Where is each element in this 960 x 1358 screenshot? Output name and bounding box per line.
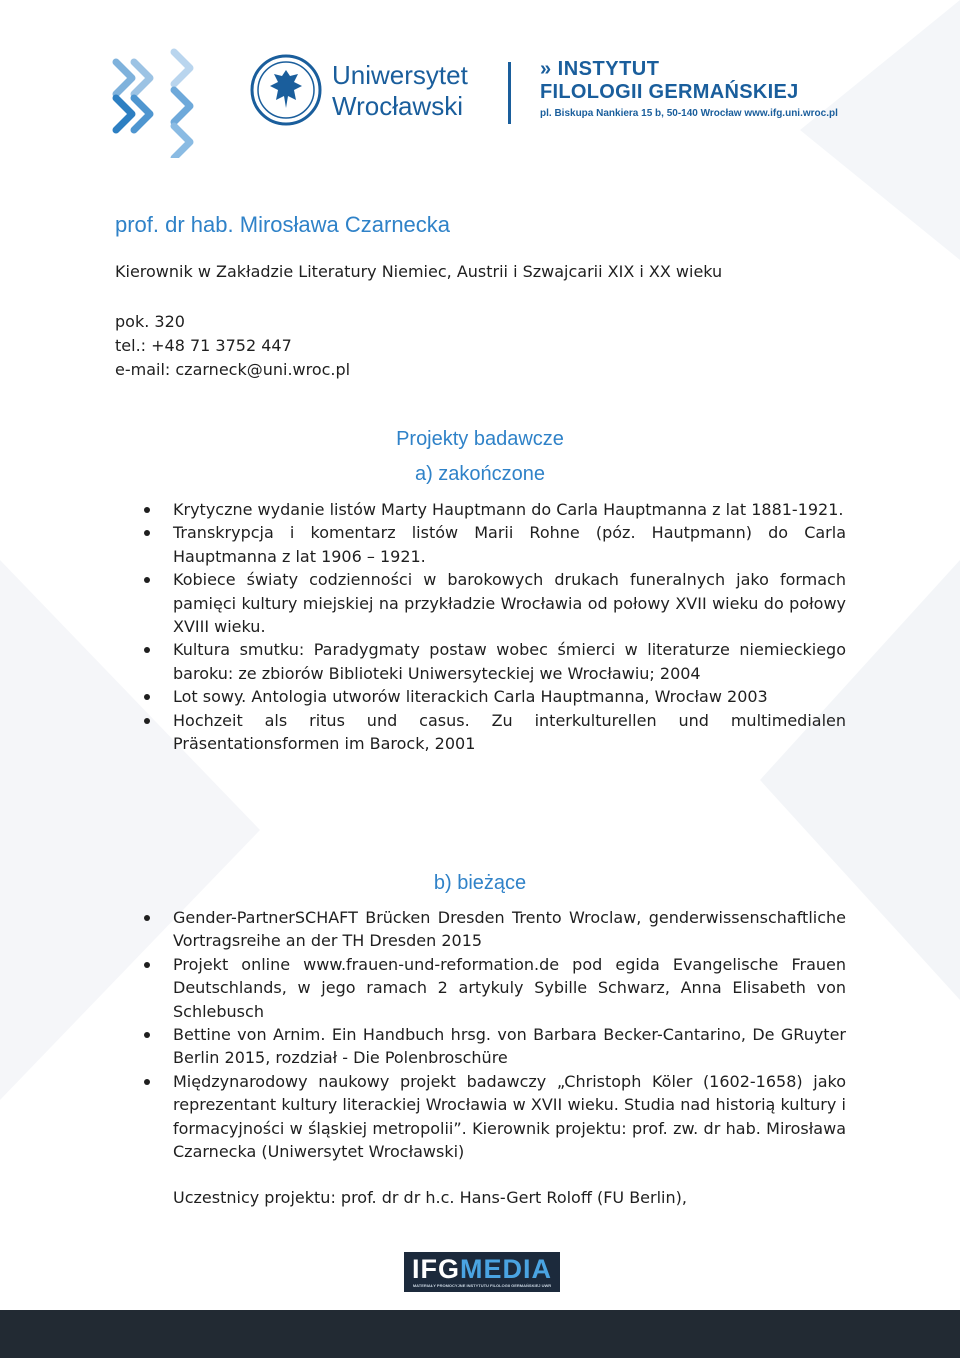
chevrons-logo-icon [108, 48, 218, 158]
person-role: Kierownik w Zakładzie Literatury Niemiec, Austrii i Szwajcarii XIX i XX wieku [115, 262, 723, 281]
list-item: Hochzeit als ritus und casus. Zu interkulturellen und multimedialen Präsentationsformen im Barock, 2001 [142, 709, 846, 756]
current-projects-list [142, 906, 846, 1163]
logo-part1: IFG [412, 1254, 460, 1284]
completed-projects-list [142, 498, 846, 755]
list-item: Projekt online www.frauen-und-reformation.de pod egida Evangelische Frauen Deutschlands, w jego ramach 2 artykuly Sybille Schwarz, Anna Elisabeth von Schlebusch [142, 953, 846, 1023]
list-item: Kultura smutku: Paradygmaty postaw wobec śmierci w literaturze niemieckiego baroku: ze zbiorów Biblioteki Uniwersyteckiej we Wrocławiu; 2004 [142, 638, 846, 685]
university-name-line2: Wrocławski [332, 91, 463, 121]
institute-line1: » INSTYTUT [540, 58, 660, 80]
room-number: pok. 320 [115, 312, 185, 331]
phone-number: tel.: +48 71 3752 447 [115, 336, 292, 355]
list-item: Krytyczne wydanie listów Marty Hauptmann do Carla Hauptmanna z lat 1881-1921. [142, 498, 846, 521]
list-item: Gender-PartnerSCHAFT Brücken Dresden Trento Wroclaw, genderwissenschaftliche Vortragsreihe an der TH Dresden 2015 [142, 906, 846, 953]
ifg-media-logo [404, 1252, 560, 1292]
institute-name [540, 58, 838, 122]
ifg-media-logo-text [404, 1254, 560, 1285]
list-item: Bettine von Arnim. Ein Handbuch hrsg. von Barbara Becker-Cantarino, De GRuyter Berlin 2015, rozdział - Die Polenbroschüre [142, 1023, 846, 1070]
list-item: Lot sowy. Antologia utworów literackich Carla Hauptmanna, Wrocław 2003 [142, 685, 846, 708]
footer-bar [0, 1310, 960, 1358]
university-name-line1: Uniwersytet [332, 60, 468, 90]
header-divider [508, 62, 511, 124]
header [0, 0, 960, 170]
list-item: Międzynarodowy naukowy projekt badawczy „Christoph Köler (1602-1658) jako reprezentant kultury literackiej Wrocławia w XVII wieku. Studia nad historią kultury i formacyjności w śląskiej metropolii”. Kierownik projektu: prof. zw. dr hab. Mirosława Czarnecka (Uniwersytet Wrocławski) [142, 1070, 846, 1164]
institute-address: pl. Biskupa Nankiera 15 b, 50-140 Wrocław www.ifg.uni.wroc.pl [540, 108, 838, 119]
person-name: prof. dr hab. Mirosława Czarnecka [115, 212, 451, 237]
current-heading: b) bieżące [433, 872, 527, 894]
university-name [332, 60, 468, 122]
university-seal-icon [250, 54, 322, 126]
logo-part2: MEDIA [460, 1254, 552, 1284]
list-item: Kobiece światy codzienności w barokowych drukach funeralnych jako formach pamięci kultury miejskiej na przykładzie Wrocławia od połowy XVII wieku do połowy XVIII wieku. [142, 568, 846, 638]
logo-subtitle: MATERIAŁY PROMOCYJNE INSTYTUTU FILOLOGII GERMAŃSKIEJ UWR [412, 1283, 552, 1288]
section-title: Projekty badawcze [396, 428, 564, 450]
contact-block [115, 310, 350, 382]
completed-heading: a) zakończone [414, 463, 546, 485]
participants-line: Uczestnicy projektu: prof. dr dr h.c. Hans-Gert Roloff (FU Berlin), [173, 1188, 687, 1207]
institute-line2: FILOLOGII GERMAŃSKIEJ [540, 81, 799, 103]
email-address: e-mail: czarneck@uni.wroc.pl [115, 360, 351, 379]
list-item: Transkrypcja i komentarz listów Marii Rohne (póz. Hautpmann) do Carla Hauptmanna z lat 1906 – 1921. [142, 521, 846, 568]
